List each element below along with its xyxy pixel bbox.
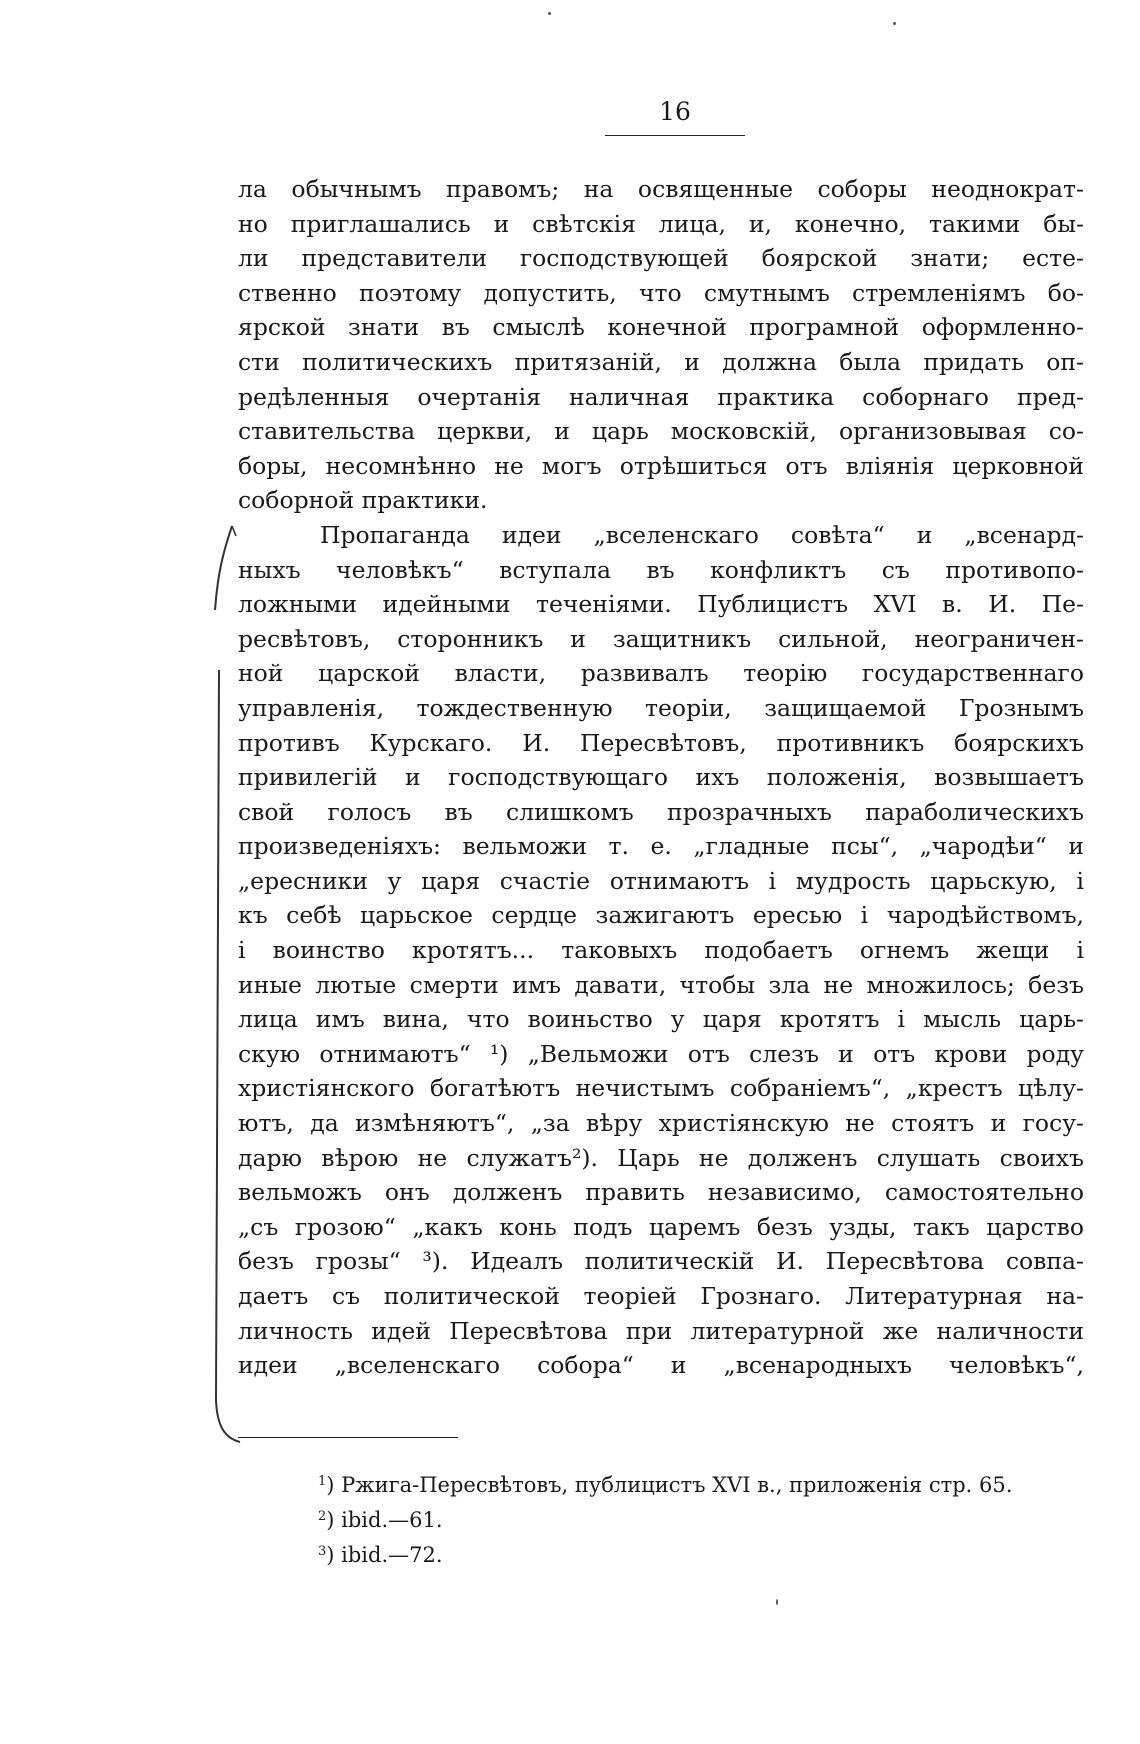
body-text (238, 172, 1084, 1383)
text-line: вельможъ онъ долженъ править независимо, самостоятельно (238, 1178, 1084, 1207)
paper-speck (893, 22, 896, 25)
text-line: ла обычнымъ правомъ; на освященные соборы неоднократ- (238, 175, 1084, 203)
footnote-mark: 2 (318, 1509, 327, 1524)
text-line: ставительства церкви, и царь московскій, организовывая со- (238, 417, 1084, 446)
text-line: привилегій и господствующаго ихъ положенія, возвышаетъ (238, 763, 1084, 792)
text-line: къ себѣ царьское сердце зажигаютъ ересью і чародѣйствомъ, (238, 901, 1084, 930)
footnotes (318, 1466, 1078, 1571)
text-line: управленія, тождественную теоріи, защищаемой Грознымъ (238, 693, 1084, 722)
footnote-text: ) Ржига-Пересвѣтовъ, публицистъ XVI в., приложенія стр. 65. (326, 1473, 1013, 1497)
footnote (318, 1501, 1078, 1536)
footnote (318, 1536, 1078, 1571)
footnote-text: ) ibid.—61. (326, 1508, 443, 1532)
text-line: лица имъ вина, что воиньство у царя кротятъ і мысль царь- (238, 1005, 1084, 1034)
footnote-divider (238, 1437, 458, 1438)
text-line: но приглашались и свѣтскія лица, и, конечно, такими бы- (238, 209, 1084, 238)
text-line: сти политическихъ притязаній, и должна была придать оп- (238, 347, 1084, 376)
text-line: ственно поэтому допустить, что смутнымъ стремленіямъ бо- (238, 278, 1084, 307)
text-line: ложными идейными теченіями. Публицистъ XVI в. И. Пе- (238, 590, 1084, 619)
page-number-rule (605, 135, 745, 136)
text-line: „съ грозою“ „какъ конь подъ царемъ безъ узды, такъ царство (238, 1212, 1084, 1241)
text-line: личность идей Пересвѣтова при литературной же наличности (238, 1316, 1084, 1345)
text-line: ресвѣтовъ, сторонникъ и защитникъ сильной, неограничен- (238, 624, 1084, 653)
text-line: идеи „вселенскаго собора“ и „всенародныхъ человѣкъ“, (238, 1351, 1084, 1380)
text-line: боры, несомнѣнно не могъ отрѣшиться отъ вліянія церковной (238, 451, 1084, 480)
text-line: свой голосъ въ слишкомъ прозрачныхъ параболическихъ (238, 797, 1084, 826)
text-line: ной царской власти, развивалъ теорію государственнаго (238, 659, 1084, 688)
margin-bracket-mark (210, 520, 250, 1450)
text-line: Пропаганда идеи „вселенскаго совѣта“ и „всенард- (320, 520, 1084, 549)
paper-speck (776, 1599, 778, 1605)
text-line: і воинство кротятъ... таковыхъ подобаетъ огнемъ жещи і (238, 936, 1084, 965)
text-line: иные лютые смерти имъ давати, чтобы зла не множилось; безъ (238, 970, 1084, 999)
text-line: ютъ, да измѣняютъ“, „за вѣру христіянскую не стоятъ и госу- (238, 1109, 1084, 1138)
footnote-text: ) ibid.—72. (326, 1543, 443, 1567)
text-line: „ересники у царя счастіе отнимаютъ і мудрость царьскую, і (238, 866, 1084, 895)
text-line: безъ грозы“ ³). Идеалъ политическій И. Пересвѣтова совпа- (238, 1247, 1084, 1276)
text-line: христіянского богатѣютъ нечистымъ собраніемъ“, „крестъ цѣлу- (238, 1074, 1084, 1103)
text-line: редѣленныя очертанія наличная практика соборнаго пред- (238, 382, 1084, 411)
footnote-mark: 1 (318, 1474, 327, 1489)
text-line: ли представители господствующей боярской знати; есте- (238, 244, 1084, 273)
footnote (318, 1466, 1078, 1501)
text-line: дарю вѣрою не служатъ²). Царь не долженъ слушать своихъ (238, 1143, 1084, 1172)
text-line: противъ Курскаго. И. Пересвѣтовъ, противникъ боярскихъ (238, 728, 1084, 757)
text-line: ныхъ человѣкъ“ вступала въ конфликтъ съ противопо- (238, 555, 1084, 584)
text-line: соборной практики. (238, 486, 488, 515)
text-line: даетъ съ политической теоріей Грознаго. Литературная на- (238, 1282, 1084, 1310)
paper-speck (548, 12, 551, 15)
footnote-mark: 3 (318, 1544, 327, 1559)
text-line: скую отнимаютъ“ ¹) „Вельможи отъ слезъ и отъ крови роду (238, 1039, 1084, 1068)
text-line: ярской знати въ смыслѣ конечной програмной оформленно- (238, 313, 1084, 342)
page-number: 16 (659, 97, 691, 126)
text-line: произведеніяхъ: вельможи т. е. „гладные псы“, „чародѣи“ и (238, 832, 1084, 861)
